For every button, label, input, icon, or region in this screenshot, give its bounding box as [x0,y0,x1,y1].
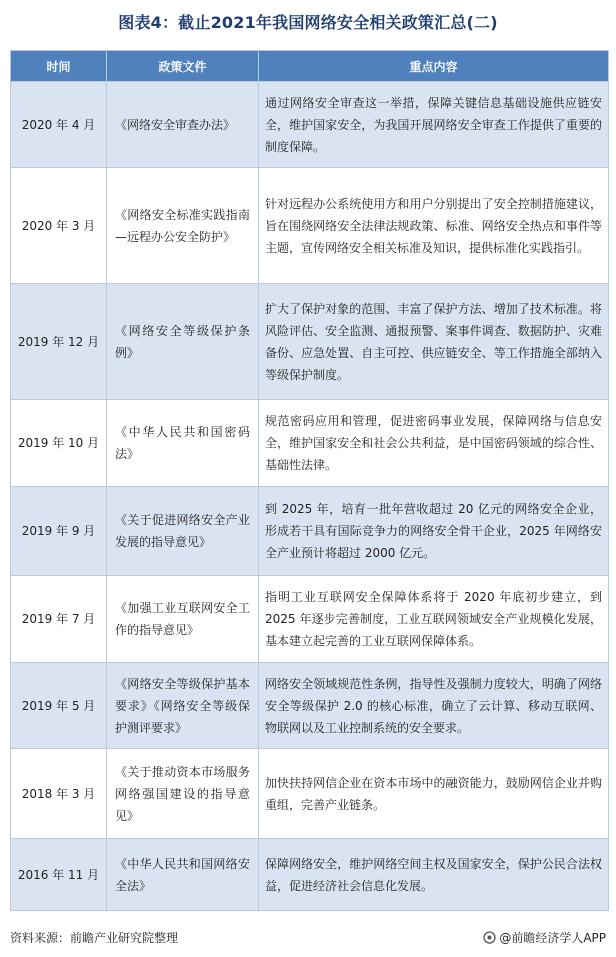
brand-text: @前瞻经济学人APP [499,931,606,945]
cell-policy-doc: 《加强工业互联网安全工作的指导意见》 [107,576,259,663]
cell-time: 2019 年 7 月 [11,576,107,663]
cell-content: 到 2025 年，培育一批年营收超过 20 亿元的网络安全企业，形成若干具有国际竞争力的网络安全骨干企业，2025 年网络安全产业预计将超过 2000 亿元。 [259,487,609,576]
table-row [11,839,609,911]
cell-content: 通过网络安全审查这一举措，保障关键信息基础设施供应链安全，维护国家安全，为我国开展网络安全审查工作提供了重要的制度保障。 [259,82,609,168]
cell-content: 网络安全领域规范性条例，指导性及强制力度较大，明确了网络安全等级保护 2.0 的核心标准，确立了云计算、移动互联网、物联网以及工业控制系统的安全要求。 [259,663,609,749]
cell-time: 2019 年 5 月 [11,663,107,749]
table-row [11,284,609,400]
brand-credit [483,929,606,946]
header-policy-doc: 政策文件 [107,51,259,82]
table-row [11,168,609,284]
cell-time: 2019 年 9 月 [11,487,107,576]
cell-content: 针对远程办公系统使用方和用户分别提出了安全控制措施建议，旨在围绕网络安全法律法规政策、标准、网络安全热点和事件等主题，宣传网络安全相关标准及知识，提供标准化实践指引。 [259,168,609,284]
header-time: 时间 [11,51,107,82]
cell-content: 扩大了保护对象的范围、丰富了保护方法、增加了技术标准。将风险评估、安全监测、通报预警、案事件调查、数据防护、灾难备份、应急处置、自主可控、供应链安全、等工作措施全部纳入等级保护制度。 [259,284,609,400]
table-header-row [11,51,609,82]
cell-time: 2019 年 12 月 [11,284,107,400]
cell-content: 加快扶持网信企业在资本市场中的融资能力，鼓励网信企业并购重组，完善产业链条。 [259,749,609,839]
cell-policy-doc: 《中华人民共和国密码法》 [107,400,259,487]
cell-policy-doc: 《网络安全标准实践指南—远程办公安全防护》 [107,168,259,284]
table-row [11,400,609,487]
table-row [11,576,609,663]
cell-time: 2019 年 10 月 [11,400,107,487]
cell-policy-doc: 《关于促进网络安全产业发展的指导意见》 [107,487,259,576]
cell-policy-doc: 《网络安全等级保护条例》 [107,284,259,400]
table-row [11,82,609,168]
cell-content: 规范密码应用和管理，促进密码事业发展，保障网络与信息安全，维护国家安全和社会公共利益，是中国密码领域的综合性、基础性法律。 [259,400,609,487]
table-row [11,663,609,749]
table-row [11,749,609,839]
header-content: 重点内容 [259,51,609,82]
table-row [11,487,609,576]
cell-time: 2018 年 3 月 [11,749,107,839]
page-title: 图表4：截止2021年我国网络安全相关政策汇总(二) [118,13,498,32]
qianzhan-logo-icon [483,931,496,944]
source-note: 资料来源：前瞻产业研究院整理 [10,931,179,945]
cell-policy-doc: 《中华人民共和国网络安全法》 [107,839,259,911]
cell-time: 2020 年 3 月 [11,168,107,284]
cell-time: 2016 年 11 月 [11,839,107,911]
policy-table [10,50,609,911]
cell-policy-doc: 《网络安全等级保护基本要求》《网络安全等级保护测评要求》 [107,663,259,749]
cell-content: 指明工业互联网安全保障体系将于 2020 年底初步建立，到 2025 年逐步完善制度，工业互联网领域安全产业规模化发展，基本建立起完善的工业互联网保障体系。 [259,576,609,663]
cell-content: 保障网络安全，维护网络空间主权及国家安全，保护公民合法权益，促进经济社会信息化发展。 [259,839,609,911]
cell-policy-doc: 《网络安全审查办法》 [107,82,259,168]
cell-time: 2020 年 4 月 [11,82,107,168]
cell-policy-doc: 《关于推动资本市场服务网络强国建设的指导意见》 [107,749,259,839]
